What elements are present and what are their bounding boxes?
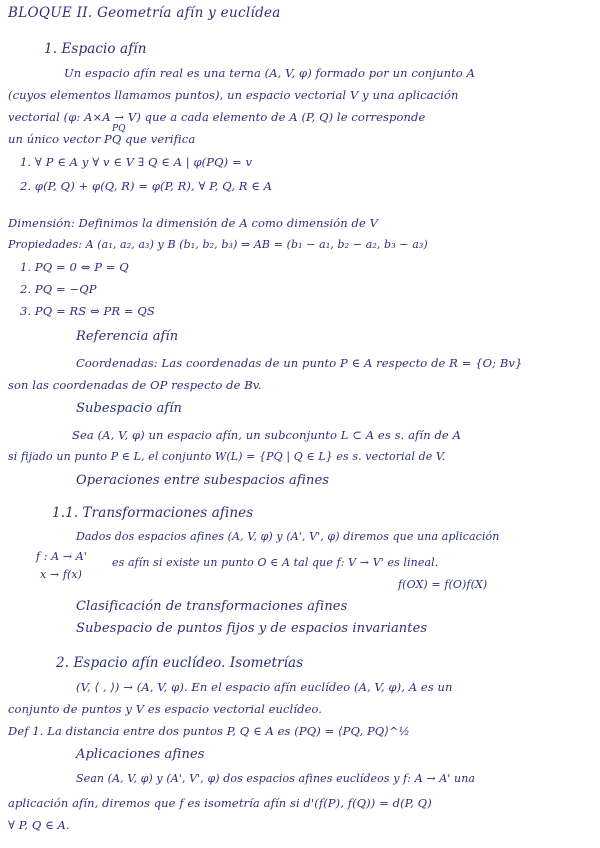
text-line: si fijado un punto P ∈ L, el conjunto W(L) = {PQ | Q ∈ L} es s. vectorial de V. xyxy=(8,450,446,463)
subheading-subespacio: Subespacio afín xyxy=(76,401,183,416)
list-item: 1. PQ = 0 ⇔ P = Q xyxy=(20,260,129,274)
text-line: conjunto de puntos y V es espacio vectorial euclídeo. xyxy=(8,702,323,716)
section-heading-espacio-afin: 1. Espacio afín xyxy=(44,41,147,57)
section-heading-euclideo: 2. Espacio afín euclídeo. Isometrías xyxy=(56,655,304,671)
section-heading-transformaciones: 1.1. Transformaciones afines xyxy=(52,505,254,521)
text-line: Dados dos espacios afines (A, V, φ) y (A', V', φ) diremos que una aplicación xyxy=(76,530,500,543)
subheading-clasificacion: Clasificación de transformaciones afines xyxy=(76,599,348,614)
text-line: (cuyos elementos llamamos puntos), un espacio vectorial V y una aplicación xyxy=(8,88,459,102)
text-line: Sea (A, V, φ) un espacio afín, un subconjunto L ⊂ A es s. afín de A xyxy=(72,428,461,442)
subheading-operaciones: Operaciones entre subespacios afines xyxy=(76,473,330,488)
text-line: aplicación afín, diremos que f es isometría afín si d'(f(P), f(Q)) = d(P, Q) xyxy=(8,796,432,810)
text-line: son las coordenadas de OP respecto de Bv. xyxy=(8,378,262,392)
map-definition: x → f(x) xyxy=(40,568,83,581)
text-line: Sean (A, V, φ) y (A', V', φ) dos espacios afines euclídeos y f: A → A' una xyxy=(76,772,476,785)
text-line: Dimensión: Definimos la dimensión de A como dimensión de V xyxy=(8,216,379,230)
definition-line: Def 1. La distancia entre dos puntos P, Q ∈ A es (PQ) = ⟨PQ, PQ⟩^½ xyxy=(8,724,410,738)
vector-label: PQ xyxy=(112,124,126,134)
text-line: vectorial (φ: A×A → V) que a cada elemento de A (P, Q) le corresponde xyxy=(8,110,426,124)
text-line: ∀ P, Q ∈ A. xyxy=(8,818,70,832)
list-item: 2. PQ = −QP xyxy=(20,282,97,296)
text-line: Un espacio afín real es una terna (A, V, φ) formado por un conjunto A xyxy=(64,66,475,80)
map-definition: f : A → A' xyxy=(36,550,87,563)
text-line: Coordenadas: Las coordenadas de un punto P ∈ A respecto de R = {O; Bv} xyxy=(76,356,523,370)
subheading-puntos-fijos: Subespacio de puntos fijos y de espacios invariantes xyxy=(76,621,428,636)
property-item: 1. ∀ P ∈ A y ∀ v ∈ V ∃ Q ∈ A | φ(PQ) = v xyxy=(20,155,253,169)
list-item: 3. PQ = RS ⇔ PR = QS xyxy=(20,304,155,318)
subheading-aplicaciones: Aplicaciones afines xyxy=(76,747,205,762)
page-title: BLOQUE II. Geometría afín y euclídea xyxy=(8,5,281,21)
subheading-referencia: Referencia afín xyxy=(76,329,179,344)
formula: f(OX) = f(O)f(X) xyxy=(398,578,488,591)
text-line: Propiedades: A (a₁, a₂, a₃) y B (b₁, b₂, b₃) ⇒ AB = (b₁ − a₁, b₂ − a₂, b₃ − a₃) xyxy=(8,238,428,251)
text-line: (V, ⟨ , ⟩) → (A, V, φ). En el espacio afín euclídeo (A, V, φ), A es un xyxy=(76,680,453,694)
text-line: un único vector PQ que verifica xyxy=(8,132,196,146)
property-item: 2. φ(P, Q) + φ(Q, R) = φ(P, R), ∀ P, Q, R ∈ A xyxy=(20,179,273,193)
text-line: es afín si existe un punto O ∈ A tal que f: V → V' es lineal. xyxy=(112,556,439,569)
